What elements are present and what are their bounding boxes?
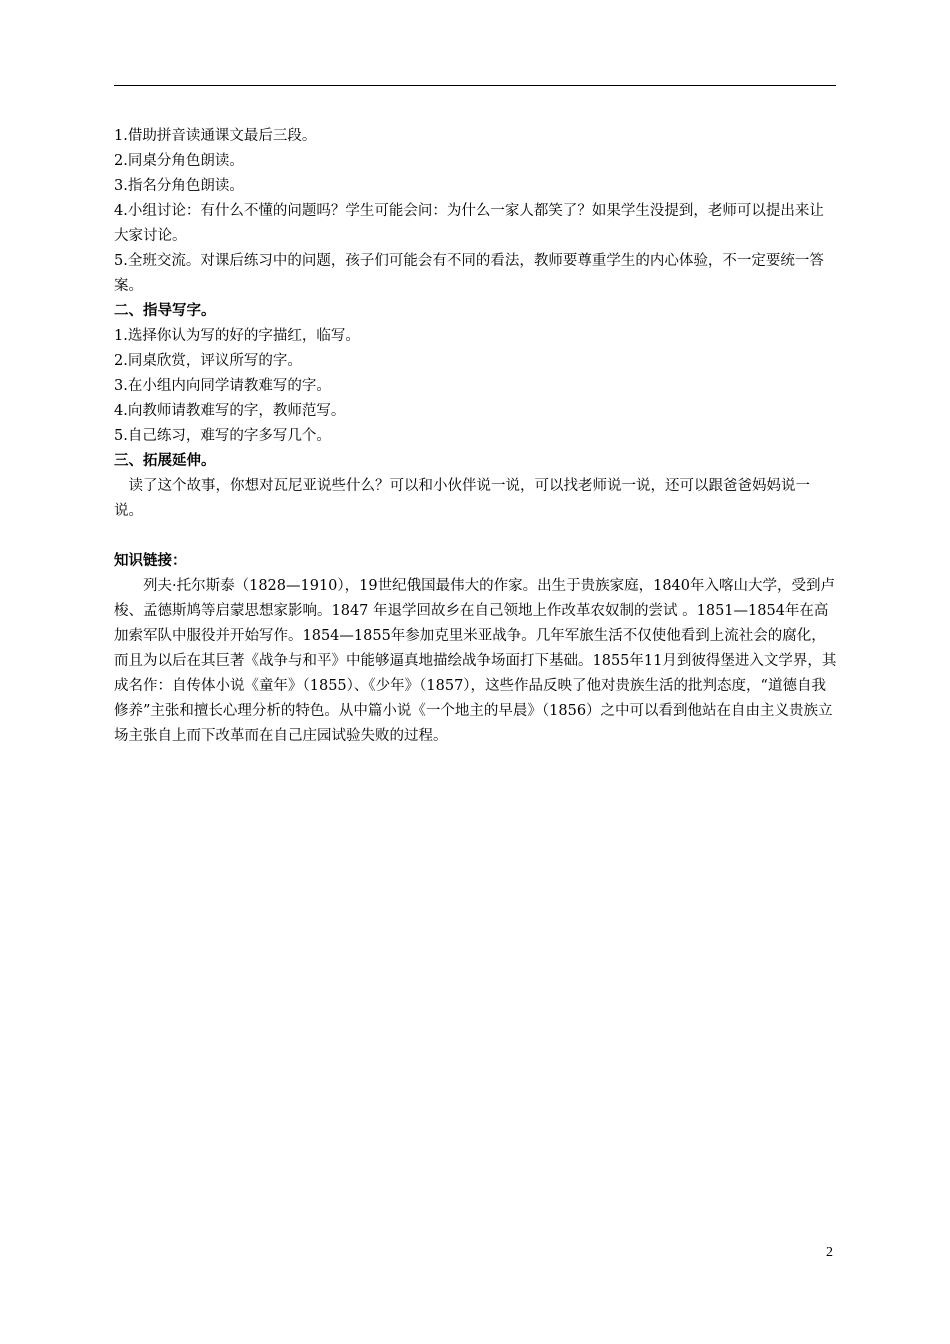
section-heading-extension: 三、拓展延伸。 [114,453,216,469]
header-rule [114,85,836,86]
writing-item-4: 4.向教师请教难写的字，教师范写。 [114,403,346,419]
step-4: 4.小组讨论：有什么不懂的问题吗？学生可能会问：为什么一家人都笑了？如果学生没提到，老师可以提出来让大家讨论。 [114,203,824,244]
writing-item-5: 5.自己练习，难写的字多写几个。 [114,428,331,444]
writing-item-3: 3.在小组内向同学请教难写的字。 [114,378,331,394]
page-number: 2 [826,1245,833,1260]
step-3: 3.指名分角色朗读。 [114,178,244,194]
knowledge-paragraph: 列夫·托尔斯泰（1828—1910），19世纪俄国最伟大的作家。出生于贵族家庭，1840年入喀山大学，受到卢梭、孟德斯鸠等启蒙思想家影响。1847 年退学回故乡在自己领地上作改革农奴制的尝试 。1851—1854年在高加索军队中服役并开始写作。1854—1855年参加克里米亚战争。几年军旅生活不仅使他看到上流社会的腐化，而且为以后在其巨著《战争与和平》中能够逼真地描绘战争场面打下基础。1855年11月到彼得堡进入文学界，其成名作：自传体小说《童年》（1855）、《少年》（1857），这些作品反映了他对贵族生活的批判态度，“道德自我修养”主张和擅长心理分析的特色。从中篇小说《一个地主的早晨》（1856）之中可以看到他站在自由主义贵族立场主张自上而下改革而在自己庄园试验失败的过程。 [114,578,837,744]
step-1: 1.借助拼音读通课文最后三段。 [114,128,317,144]
writing-item-2: 2.同桌欣赏，评议所写的字。 [114,353,302,369]
knowledge-heading: 知识链接： [114,553,187,569]
step-2: 2.同桌分角色朗读。 [114,153,244,169]
section-heading-writing: 二、指导写字。 [114,303,216,319]
document-body [114,124,838,749]
writing-item-1: 1.选择你认为写的好的字描红，临写。 [114,328,360,344]
step-5: 5.全班交流。对课后练习中的问题，孩子们可能会有不同的看法，教师要尊重学生的内心体验，不一定要统一答案。 [114,253,824,294]
spacer [114,524,838,549]
extension-paragraph: 读了这个故事，你想对瓦尼亚说些什么？可以和小伙伴说一说，可以找老师说一说，还可以跟爸爸妈妈说一说。 [114,478,810,519]
